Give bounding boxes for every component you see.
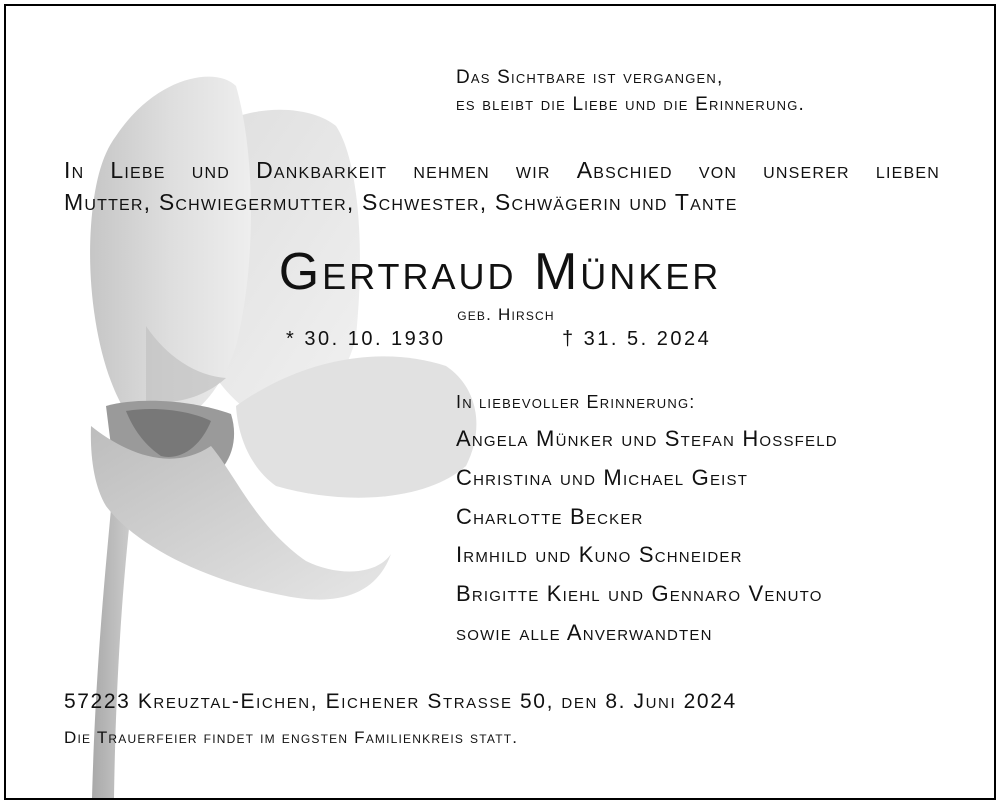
intro-word: lieben: [875, 157, 940, 183]
mourners-list: [456, 420, 838, 653]
intro-word: wir: [515, 157, 551, 183]
birth-date: * 30. 10. 1930: [286, 328, 446, 350]
death-date: † 31. 5. 2024: [562, 328, 712, 350]
intro-word: nehmen: [413, 157, 490, 183]
intro-word: unserer: [763, 157, 850, 183]
intro-word: Dankbarkeit: [256, 157, 388, 183]
motto: [456, 64, 805, 118]
intro-word: und: [191, 157, 231, 183]
deceased-name: Gertraud Münker: [278, 243, 722, 301]
funeral-note: Die Trauerfeier findet im engsten Familienkreis statt.: [64, 728, 519, 747]
intro-word: Abschied: [576, 157, 673, 183]
mourner-entry: Christina und Michael Geist: [456, 464, 749, 490]
intro-line-2: Mutter, Schwiegermutter, Schwester, Schwägerin und Tante: [64, 189, 738, 215]
intro-word: von: [698, 157, 738, 183]
obituary-card: [4, 4, 996, 800]
birth-name: geb. Hirsch: [457, 305, 555, 324]
motto-line-1: Das Sichtbare ist vergangen,: [456, 67, 724, 88]
mourners-heading: In liebevoller Erinnerung:: [456, 392, 696, 412]
address-line: 57223 Kreuztal-Eichen, Eichener Strasse 50, den 8. Juni 2024: [64, 690, 737, 713]
intro-line-1: [64, 154, 940, 186]
mourner-entry: sowie alle Anverwandten: [456, 619, 713, 645]
intro-word: In: [64, 157, 85, 183]
mourner-entry: Charlotte Becker: [456, 503, 644, 529]
mourner-entry: Angela Münker und Stefan Hossfeld: [456, 426, 838, 451]
intro-word: Liebe: [110, 157, 166, 183]
motto-line-2: es bleibt die Liebe und die Erinnerung.: [456, 94, 805, 115]
mourner-entry: Brigitte Kiehl und Gennaro Venuto: [456, 581, 823, 607]
intro-text: [64, 154, 940, 218]
mourner-entry: Irmhild und Kuno Schneider: [456, 542, 743, 568]
